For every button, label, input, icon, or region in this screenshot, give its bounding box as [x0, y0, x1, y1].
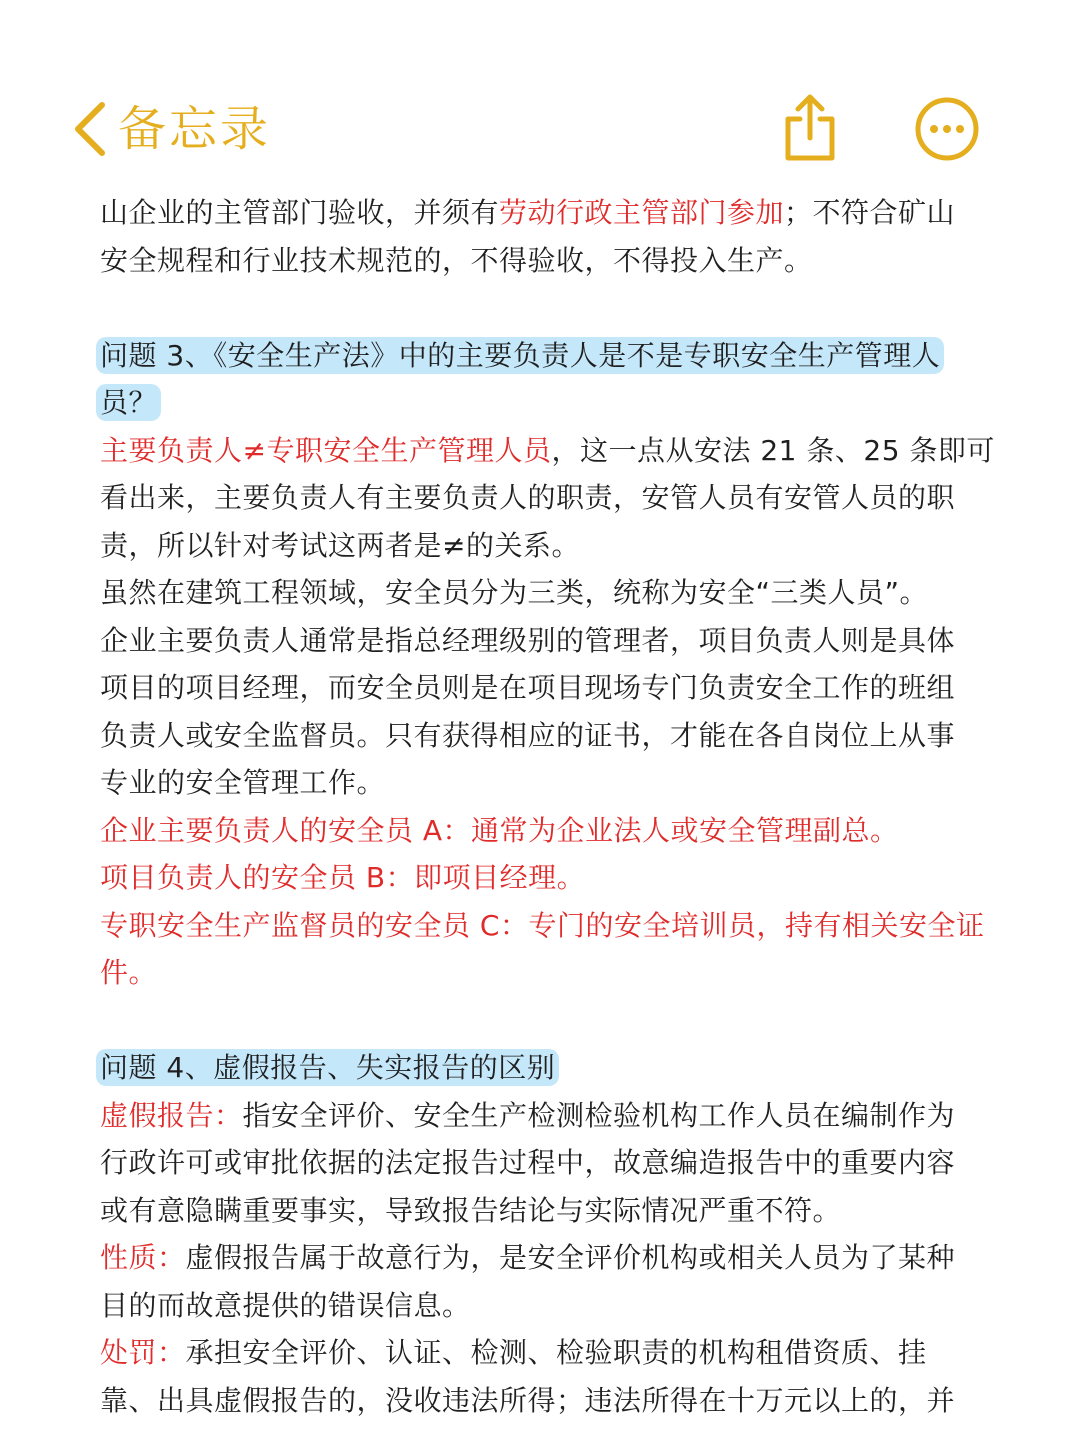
- share-button[interactable]: [778, 92, 842, 164]
- question-3-title: 员？: [100, 379, 1005, 427]
- share-icon: [778, 92, 842, 164]
- navigation-bar: [0, 0, 1080, 190]
- back-label: 备忘录: [118, 101, 272, 157]
- text-line: 主要负责人≠专职安全生产管理人员，这一点从安法 21 条、25 条即可: [100, 433, 995, 467]
- text-line: 性质：虚假报告属于故意行为，是安全评价机构或相关人员为了某种: [100, 1241, 956, 1274]
- text-line: 企业主要负责人的安全员 A：通常为企业法人或安全管理副总。: [100, 813, 899, 847]
- text-line: 件。: [100, 956, 158, 989]
- note-body[interactable]: [100, 189, 1005, 1424]
- text-line: 专职安全生产监督员的安全员 C：专门的安全培训员，持有相关安全证: [100, 908, 985, 942]
- text-line: 处罚：承担安全评价、认证、检测、检验职责的机构租借资质、挂: [100, 1336, 927, 1369]
- text-line: 专业的安全管理工作。: [100, 766, 386, 799]
- text-line: 行政许可或审批依据的法定报告过程中，故意编造报告中的重要内容: [100, 1146, 956, 1179]
- text-line: 看出来，主要负责人有主要负责人的职责，安管人员有安管人员的职: [100, 481, 956, 514]
- text-line: 靠、出具虚假报告的，没收违法所得；违法所得在十万元以上的，并: [100, 1383, 956, 1417]
- spacer: [100, 997, 1005, 1045]
- more-button[interactable]: [914, 96, 980, 162]
- more-icon: [914, 96, 980, 162]
- text-line: 虚假报告：指安全评价、安全生产检测检验机构工作人员在编制作为: [100, 1098, 956, 1132]
- text-line: 安全规程和行业技术规范的，不得验收，不得投入生产。: [100, 243, 813, 277]
- spacer: [100, 284, 1005, 332]
- text-line: 负责人或安全监督员。只有获得相应的证书，才能在各自岗位上从事: [100, 718, 956, 752]
- question-3-title: 问题 3、《安全生产法》中的主要负责人是不是专职安全生产管理人: [100, 332, 1005, 380]
- chevron-left-icon: [70, 101, 110, 157]
- text-line: 或有意隐瞒重要事实，导致报告结论与实际情况严重不符。: [100, 1193, 842, 1227]
- text-line: 目的而故意提供的错误信息。: [100, 1288, 471, 1322]
- text-line: 虽然在建筑工程领域，安全员分为三类，统称为安全“三类人员”。: [100, 576, 929, 609]
- back-button[interactable]: [70, 94, 271, 164]
- text-line: 企业主要负责人通常是指总经理级别的管理者，项目负责人则是具体: [100, 623, 956, 657]
- text-line: 项目负责人的安全员 B：即项目经理。: [100, 861, 586, 894]
- text-line: 山企业的主管部门验收，并须有劳动行政主管部门参加；不符合矿山: [100, 196, 956, 229]
- text-line: 责，所以针对考试这两者是≠的关系。: [100, 528, 580, 562]
- text-line: 项目的项目经理，而安全员则是在项目现场专门负责安全工作的班组: [100, 671, 956, 704]
- question-4-title: 问题 4、虚假报告、失实报告的区别: [100, 1044, 1005, 1092]
